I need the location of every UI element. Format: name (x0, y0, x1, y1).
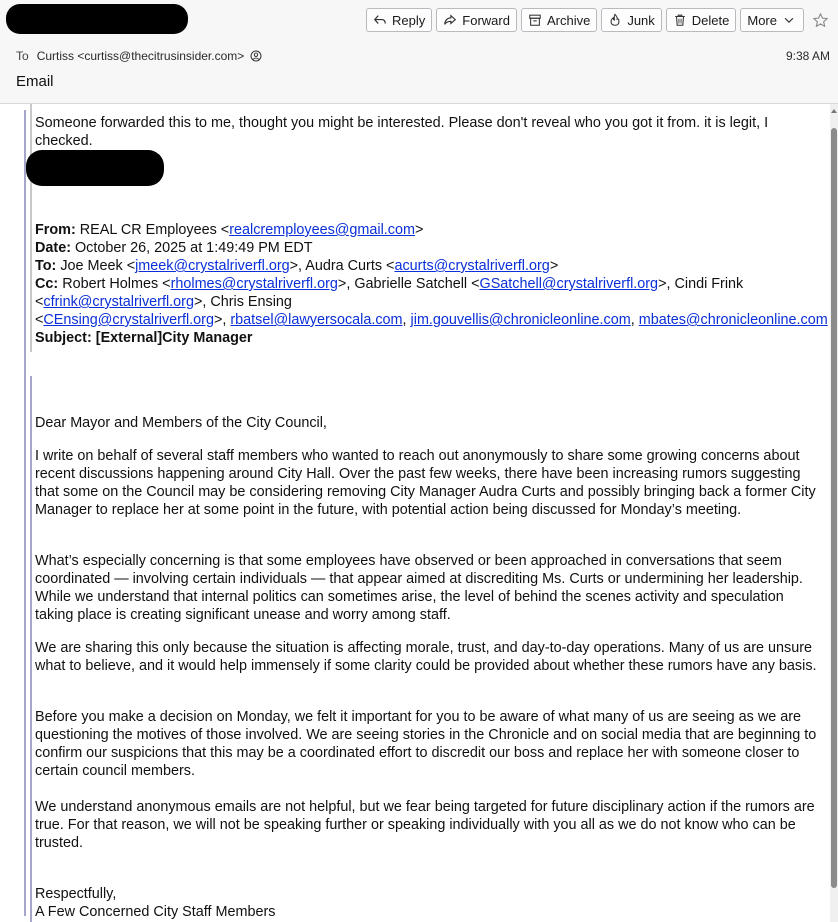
fwd-cc-line-3 (35, 311, 830, 329)
signature-line: A Few Concerned City Staff Members (35, 904, 276, 920)
fwd-to-email-1[interactable]: jmeek@crystalriverfl.org (135, 258, 290, 274)
quote-bar-inner (30, 104, 32, 352)
star-icon[interactable] (810, 10, 830, 30)
scroll-up-arrow-icon[interactable] (830, 106, 838, 116)
fwd-cc-text-8: , (402, 312, 411, 328)
paragraph-5: We understand anonymous emails are not helpful, but we fear being targeted for future disciplinary action if the rumors are true. For that reason, we will not be speaking further or speaking individually with you all as we do not know who can be trusted. (35, 799, 815, 851)
fwd-subject-value: [External]City Manager (95, 330, 253, 346)
scrollbar[interactable] (830, 104, 838, 922)
reply-button[interactable] (366, 8, 432, 32)
message-time: 9:38 AM (785, 49, 830, 63)
fwd-cc-label: Cc: (35, 276, 59, 292)
fwd-cc-text-3: >, Cindi Frink (658, 276, 744, 292)
fwd-cc-line-1 (35, 275, 830, 293)
recipient-address[interactable]: Curtiss <curtiss@thecitrusinsider.com> (36, 49, 245, 63)
message-toolbar (366, 8, 830, 32)
fwd-from-email[interactable]: realcremployees@gmail.com (229, 222, 415, 238)
more-button[interactable] (740, 8, 804, 32)
archive-button[interactable] (521, 8, 597, 32)
closing-line: Respectfully, (35, 886, 117, 902)
fwd-to-text-3: > (549, 258, 559, 274)
fwd-from-label: From: (35, 222, 76, 238)
fwd-cc-text-7: >, (213, 312, 231, 328)
reply-icon (372, 12, 388, 28)
quote-bar-forwarded (30, 376, 32, 922)
fwd-cc-text-4: < (35, 294, 44, 310)
to-label: To (16, 49, 29, 63)
fwd-cc-email-1[interactable]: rholmes@crystalriverfl.org (170, 276, 338, 292)
fwd-date-label: Date: (35, 240, 71, 256)
greeting: Dear Mayor and Members of the City Council, (35, 415, 327, 431)
message-header (0, 0, 838, 104)
more-label: More (747, 12, 777, 28)
fwd-cc-text-6: < (35, 312, 44, 328)
fwd-to-label: To: (35, 258, 57, 274)
delete-button[interactable] (666, 8, 737, 32)
fwd-to-text-2: >, Audra Curts < (289, 258, 395, 274)
fwd-cc-email-3[interactable]: cfrink@crystalriverfl.org (43, 294, 194, 310)
forwarded-headers (35, 221, 830, 347)
paragraph-1: I write on behalf of several staff members who wanted to reach out anonymously to share some growing concerns about recent discussions happening around City Hall. Over the past few weeks, there have been increasing rumors suggesting that some on the Council may be considering removing City Manager Audra Curts and possibly bringing back a former City Manager to replace her at some point in the future, with potential action being discussed for Monday’s meeting. (35, 448, 816, 518)
fwd-from-end: > (414, 222, 424, 238)
fwd-cc-email-2[interactable]: GSatchell@crystalriverfl.org (479, 276, 659, 292)
reply-label: Reply (392, 12, 426, 28)
fwd-cc-email-4[interactable]: CEnsing@crystalriverfl.org (43, 312, 214, 328)
fwd-subject-label: Subject: (35, 330, 92, 346)
fwd-from-line (35, 221, 830, 239)
scrollbar-thumb[interactable] (831, 128, 837, 888)
fwd-cc-email-6[interactable]: jim.gouvellis@chronicleonline.com (410, 312, 631, 328)
message-subject: Email (16, 73, 54, 90)
fwd-cc-line-2 (35, 293, 830, 311)
redacted-signature (26, 150, 164, 186)
fwd-cc-email-7[interactable]: mbates@chronicleonline.com (638, 312, 828, 328)
archive-icon (527, 12, 543, 28)
fwd-cc-email-5[interactable]: rbatsel@lawyersocala.com (230, 312, 403, 328)
junk-button[interactable] (601, 8, 661, 32)
fwd-subject-line (35, 329, 830, 347)
fwd-cc-text-1: Robert Holmes < (62, 276, 171, 292)
fwd-date-line (35, 239, 830, 257)
fwd-cc-text-9: , (630, 312, 639, 328)
fwd-date-value: October 26, 2025 at 1:49:49 PM EDT (74, 240, 313, 256)
redacted-sender (6, 4, 188, 34)
fwd-cc-text-2: >, Gabrielle Satchell < (337, 276, 480, 292)
fwd-to-line (35, 257, 830, 275)
delete-label: Delete (691, 12, 730, 28)
paragraph-3: We are sharing this only because the situation is affecting morale, trust, and day-to-day operations. Many of us are unsure what to believe, and it would help immensely if some clarity could be provided about whether these rumors have any basis. (35, 640, 817, 674)
paragraph-4: Before you make a decision on Monday, we felt it important for you to be aware of what many of us are seeing as we are questioning the motives of those involved. We are seeing stories in the Chronicle and on social media that are beginning to confirm our suspicions that this may be a coordinated effort to discredit our boss and replace her with someone closer to certain council members. (35, 709, 817, 779)
message-body (0, 104, 830, 922)
fwd-from-name: REAL CR Employees < (79, 222, 230, 238)
intro-text: Someone forwarded this to me, thought you might be interested. Please don't reveal who you got it from. it is legit, I checked. (35, 115, 769, 149)
archive-label: Archive (546, 12, 591, 28)
trash-icon (672, 12, 688, 28)
contact-icon[interactable] (250, 50, 262, 62)
recipient-line (16, 49, 262, 63)
junk-label: Junk (627, 12, 655, 28)
paragraph-2: What’s especially concerning is that some employees have observed or been approached in conversations that seem coordinated — involving certain individuals — that appear aimed at discrediting Ms. Curts or undermining her leadership. While we understand that internal politics can sometimes arise, the level of behind the scenes activity and speculation taking place is creating significant unease and worry among staff. (35, 553, 803, 623)
forward-button[interactable] (436, 8, 517, 32)
fwd-cc-text-5: >, Chris Ensing (193, 294, 292, 310)
quote-bar-outer (24, 110, 26, 916)
fwd-to-email-2[interactable]: acurts@crystalriverfl.org (394, 258, 550, 274)
fwd-to-text-1: Joe Meek < (60, 258, 136, 274)
forward-label: Forward (462, 12, 510, 28)
flame-icon (607, 12, 623, 28)
forward-icon (442, 12, 458, 28)
chevron-down-icon (781, 12, 797, 28)
